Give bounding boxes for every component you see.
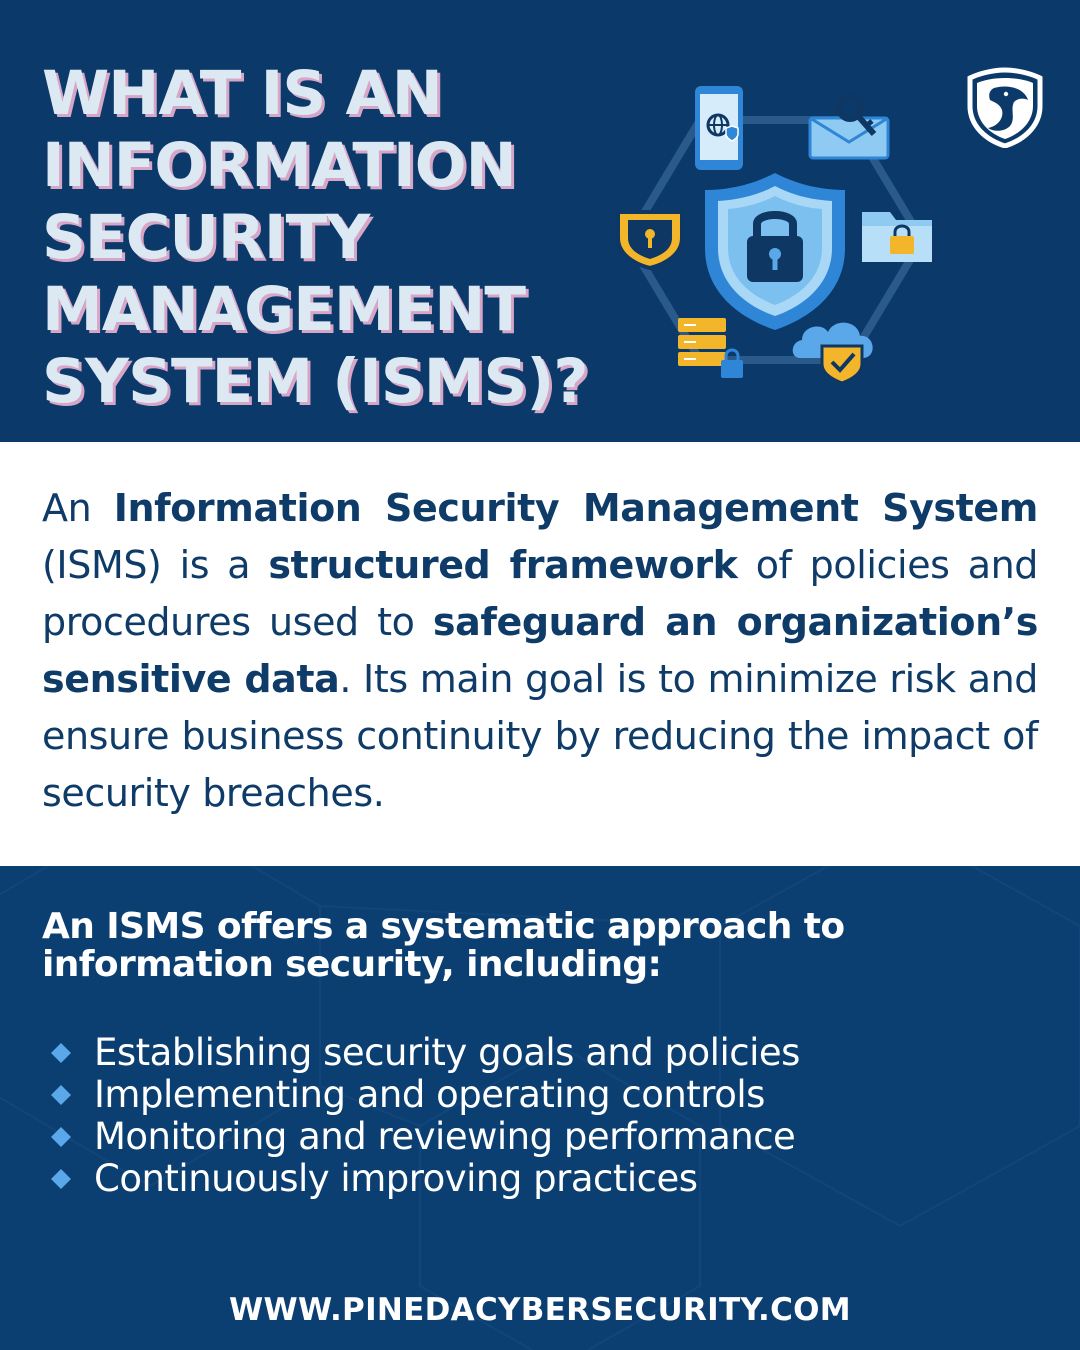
website-url[interactable]: WWW.PINEDACYBERSECURITY.COM <box>229 1292 851 1328</box>
cloud-check-icon <box>793 323 873 383</box>
definition-text: . Its main goal is to minimize risk and ensure business continuity by reducing the impact of security breaches. <box>42 657 1038 815</box>
folder-lock-icon <box>862 212 932 262</box>
list-item-text: Continuously improving practices <box>94 1157 698 1200</box>
title-line: SECURITY <box>42 202 370 273</box>
list-item-text: Implementing and operating controls <box>94 1073 765 1116</box>
definition-highlight: structured framework <box>268 543 738 587</box>
list-item <box>48 1032 1028 1074</box>
envelope-key-icon <box>810 97 888 158</box>
list-item <box>48 1074 1028 1116</box>
definition-section <box>0 442 1080 866</box>
diamond-bullet-icon <box>48 1166 74 1192</box>
definition-text: An <box>42 486 114 530</box>
diamond-bullet-icon <box>48 1040 74 1066</box>
definition-highlight: Information Security Management System <box>113 486 1038 530</box>
title-line: WHAT IS AN <box>42 58 442 129</box>
mobile-globe-icon <box>695 86 743 170</box>
list-item-text: Establishing security goals and policies <box>94 1031 800 1074</box>
list-item <box>48 1158 1028 1200</box>
list-item-text: Monitoring and reviewing performance <box>94 1115 796 1158</box>
definition-paragraph <box>42 480 1038 822</box>
header-section <box>0 0 1080 442</box>
definition-text: (ISMS) is a <box>42 543 269 587</box>
page-title <box>42 58 622 418</box>
approach-list <box>48 1032 1028 1200</box>
title-line: MANAGEMENT <box>42 274 525 345</box>
list-item <box>48 1116 1028 1158</box>
eagle-shield-icon <box>964 66 1046 148</box>
security-illustration <box>600 78 950 398</box>
diamond-bullet-icon <box>48 1124 74 1150</box>
shield-lock-icon <box>705 173 845 330</box>
approach-section <box>0 866 1080 1350</box>
title-line: INFORMATION <box>42 130 516 201</box>
approach-intro: An ISMS offers a systematic approach to information security, including: <box>42 906 845 985</box>
diamond-bullet-icon <box>48 1082 74 1108</box>
definition-highlight: safeguard an organization’s sensitive data <box>42 600 1038 701</box>
server-lock-icon <box>678 318 743 378</box>
definition-text: of policies and procedures used to <box>42 543 1038 644</box>
badge-lock-icon <box>618 212 682 268</box>
title-line: SYSTEM (ISMS)? <box>42 346 588 417</box>
